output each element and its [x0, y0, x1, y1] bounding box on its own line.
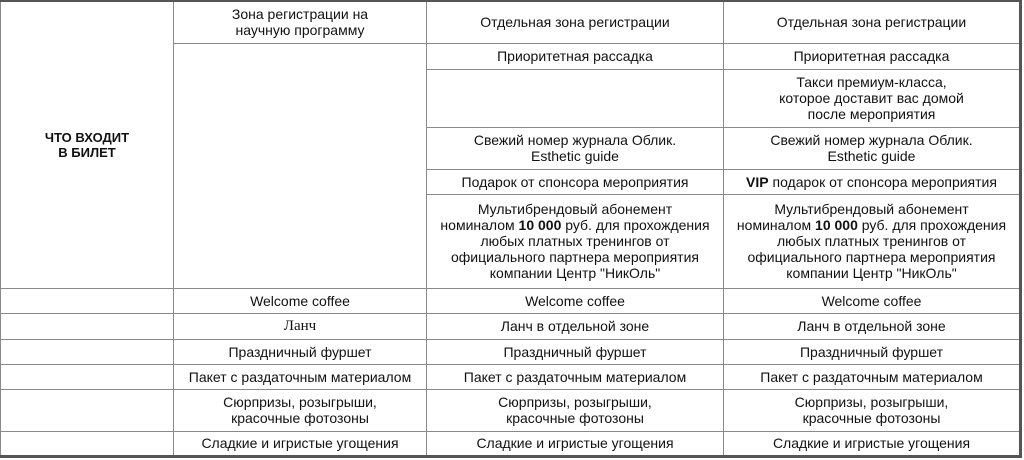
magazine-cell-vip: Свежий номер журнала Облик. Esthetic guide — [724, 127, 1021, 169]
lunch-cell-basic: Ланч — [174, 313, 427, 339]
table-row-treats — [1, 431, 1021, 456]
welcome-cell-basic: Welcome coffee — [174, 288, 427, 313]
empty-side-cell — [1, 339, 174, 364]
registration-cell-vip: Отдельная зона регистрации — [724, 1, 1021, 43]
empty-side-cell — [1, 389, 174, 431]
table-row-buffet — [1, 339, 1021, 364]
taxi-cell-standard-empty — [427, 69, 724, 127]
subscription-cell-vip: Мультибрендовый абонемент номиналом 10 000 руб. для прохождения любых платных тренингов от официального партнера мероприятия компании Центр "НикОль" — [724, 194, 1021, 288]
empty-side-cell — [1, 313, 174, 339]
empty-cell-basic — [174, 43, 427, 288]
registration-cell-basic: Зона регистрации на научную программу — [174, 1, 427, 43]
treats-cell-vip: Сладкие и игристые угощения — [724, 431, 1021, 456]
package-cell-basic: Пакет с раздаточным материалом — [174, 364, 427, 389]
table-row-surprises — [1, 389, 1021, 431]
welcome-cell-standard: Welcome coffee — [427, 288, 724, 313]
treats-cell-standard: Сладкие и игристые угощения — [427, 431, 724, 456]
ticket-includes-header: ЧТО ВХОДИТ В БИЛЕТ — [1, 1, 174, 288]
table-row-package — [1, 364, 1021, 389]
surprises-cell-basic: Сюрпризы, розыгрыши, красочные фотозоны — [174, 389, 427, 431]
table-row-lunch — [1, 313, 1021, 339]
surprises-cell-vip: Сюрпризы, розыгрыши, красочные фотозоны — [724, 389, 1021, 431]
empty-side-cell — [1, 288, 174, 313]
subscription-cell-standard: Мультибрендовый абонемент номиналом 10 000 руб. для прохождения любых платных тренингов от официального партнера мероприятия компании Центр "НикОль" — [427, 194, 724, 288]
registration-cell-standard: Отдельная зона регистрации — [427, 1, 724, 43]
gift-cell-vip: VIP подарок от спонсора мероприятия — [724, 169, 1021, 194]
empty-side-cell — [1, 431, 174, 456]
magazine-cell-standard: Свежий номер журнала Облик. Esthetic guide — [427, 127, 724, 169]
buffet-cell-vip: Праздничный фуршет — [724, 339, 1021, 364]
taxi-cell-vip: Такси премиум-класса, которое доставит вас домой после мероприятия — [724, 69, 1021, 127]
gift-cell-standard: Подарок от спонсора мероприятия — [427, 169, 724, 194]
surprises-cell-standard: Сюрпризы, розыгрыши, красочные фотозоны — [427, 389, 724, 431]
vip-label: VIP — [746, 173, 769, 190]
table-row-registration — [1, 1, 1021, 43]
welcome-cell-vip: Welcome coffee — [724, 288, 1021, 313]
seating-cell-standard: Приоритетная рассадка — [427, 43, 724, 69]
table-row-welcome-coffee — [1, 288, 1021, 313]
seating-cell-vip: Приоритетная рассадка — [724, 43, 1021, 69]
empty-side-cell — [1, 364, 174, 389]
buffet-cell-basic: Праздничный фуршет — [174, 339, 427, 364]
lunch-cell-standard: Ланч в отдельной зоне — [427, 313, 724, 339]
lunch-cell-vip: Ланч в отдельной зоне — [724, 313, 1021, 339]
treats-cell-basic: Сладкие и игристые угощения — [174, 431, 427, 456]
package-cell-standard: Пакет с раздаточным материалом — [427, 364, 724, 389]
package-cell-vip: Пакет с раздаточным материалом — [724, 364, 1021, 389]
buffet-cell-standard: Праздничный фуршет — [427, 339, 724, 364]
